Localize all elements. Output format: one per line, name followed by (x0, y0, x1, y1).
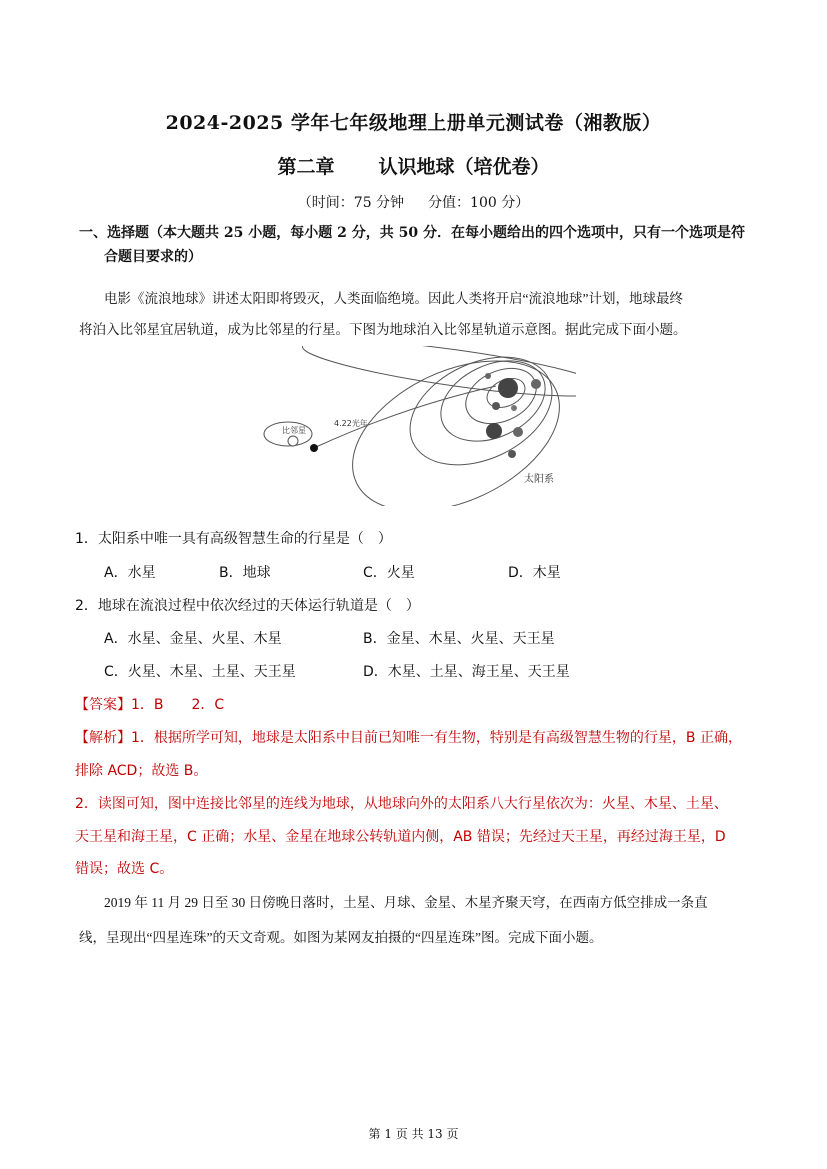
analysis-line4: 天王星和海王星，C 正确；水星、金星在地球公转轨道内侧，AB 错误；先经过天王星，再经过海王星，D (75, 829, 726, 845)
exam-meta (0, 192, 827, 212)
figure-star-label: 比邻星 (282, 426, 306, 435)
analysis-line2: 排除 ACD；故选 B。 (75, 763, 208, 779)
earth-path-orbit (300, 346, 576, 407)
q1-option-c: C．火星 (363, 565, 415, 581)
planet (513, 427, 523, 437)
analysis-text-1: 1．根据所学可知，地球是太阳系中目前已知唯一有生物，特别是有高级智慧生物的行星，B 正确， (131, 730, 742, 746)
chapter-name: 认识地球（培优卷） (378, 156, 550, 178)
q2-option-d: D．木星、土星、海王星、天王星 (363, 664, 570, 680)
earth-dot (310, 444, 318, 452)
answer-text: 1．B 2．C (131, 697, 225, 713)
q2-option-b: B．金星、木星、火星、天王星 (363, 631, 555, 647)
passage1-line2: 将泊入比邻星宜居轨道，成为比邻星的行星。下图为地球泊入比邻星轨道示意图。据此完成下面小题。 (79, 322, 687, 337)
q1-option-a: A．水星 (104, 565, 156, 581)
analysis-line5: 错误；故选 C。 (75, 861, 174, 877)
planet (485, 373, 491, 379)
figure-distance-label: 4.22光年 (334, 419, 368, 428)
planet (486, 423, 502, 439)
section-heading-cont: 合题目要求的） (104, 249, 202, 265)
page-footer: 第 1 页 共 13 页 (368, 1127, 459, 1141)
q2-stem: 2．地球在流浪过程中依次经过的天体运行轨道是（ ） (75, 598, 420, 614)
planet (508, 450, 516, 458)
analysis-line1 (75, 727, 742, 747)
answer-line (75, 694, 224, 714)
analysis-tag: 【解析】 (75, 730, 131, 746)
orbit-2 (457, 358, 545, 435)
proxima-star (288, 436, 298, 446)
page-title: 2024-2025 学年七年级地理上册单元测试卷（湘教版） (165, 112, 662, 134)
sun (498, 378, 518, 398)
q1-option-b: B．地球 (219, 565, 271, 581)
orbit-3 (428, 346, 558, 457)
q1-stem: 1．太阳系中唯一具有高级智慧生命的行星是（ ） (75, 531, 392, 547)
exam-time: （时间：75 分钟 (297, 195, 405, 211)
earth-trajectory (316, 386, 496, 447)
q2-option-c: C．火星、木星、土星、天王星 (104, 664, 296, 680)
chapter-number: 第二章 (277, 156, 335, 178)
figure-system-label: 太阳系 (524, 474, 554, 485)
passage1-line1: 电影《流浪地球》讲述太阳即将毁灭，人类面临绝境。因此人类将开启“流浪地球”计划，地球最终 (104, 291, 683, 306)
chapter-title (0, 152, 827, 179)
planet (511, 405, 517, 411)
answer-tag: 【答案】 (75, 697, 131, 713)
planet (531, 379, 541, 389)
exam-score: 分值：100 分） (428, 195, 530, 211)
orbit-figure (256, 346, 576, 506)
passage2-line1: 2019 年 11 月 29 日至 30 日傍晚日落时，土星、月球、金星、木星齐聚天穹，在西南方低空排成一条直 (104, 895, 708, 910)
planet (492, 402, 500, 410)
q2-option-a: A．水星、金星、火星、木星 (104, 631, 282, 647)
analysis-line3: 2．读图可知，图中连接比邻星的连线为地球，从地球向外的太阳系八大行星依次为：火星、木星、土星、 (75, 796, 728, 812)
section-heading: 一、选择题（本大题共 25 小题，每小题 2 分，共 50 分．在每小题给出的四个选项中，只有一个选项是符 (79, 225, 745, 241)
passage2-line2: 线，呈现出“四星连珠”的天文奇观。如图为某网友拍摄的“四星连珠”图。完成下面小题。 (79, 930, 603, 945)
q1-option-d: D．木星 (508, 565, 561, 581)
